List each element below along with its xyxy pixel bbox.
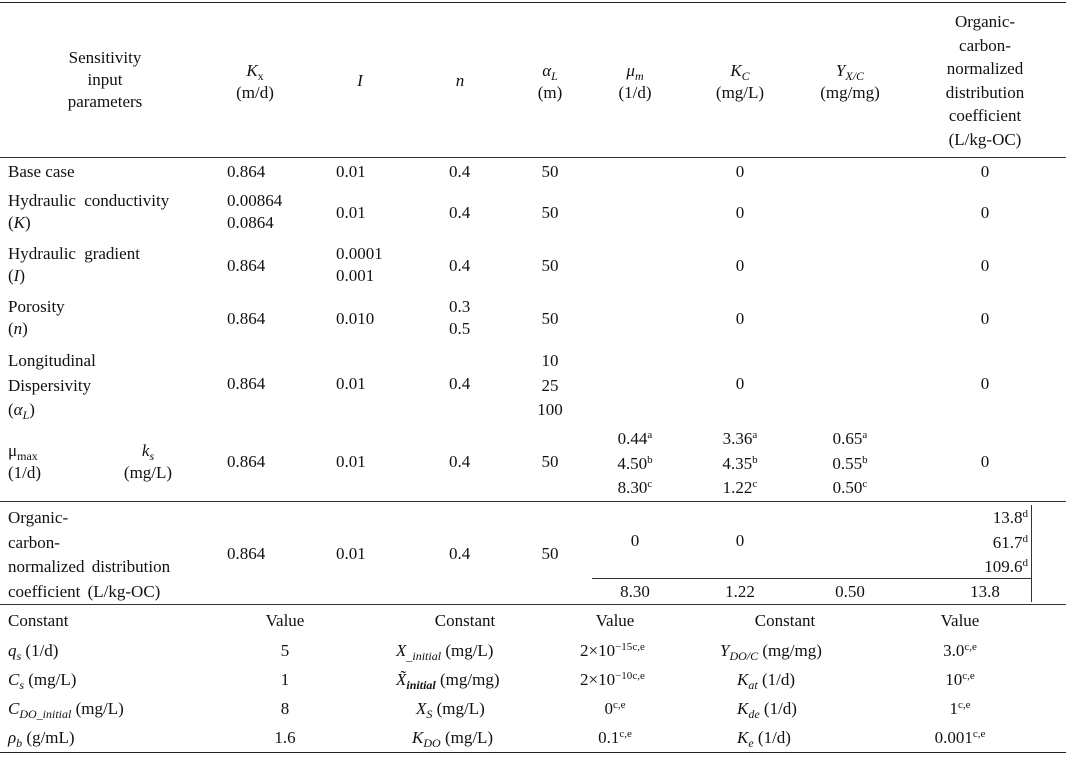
kx-value: 0.864 (227, 162, 266, 181)
header-yxc: $Y_{X/C}$ (mg/mg) (820, 61, 880, 102)
constant-rho-b: $\rho_b$ (g/mL) (8, 728, 75, 750)
alpha-value: 50 (541, 162, 559, 181)
final-kc: 1.22 (725, 582, 755, 601)
kx-value: 0.864 (227, 544, 266, 563)
header-kx: $K_x$ (m/d) (236, 61, 274, 102)
i-value: 0.01 (336, 544, 366, 563)
constant-header-3: Constant (754, 611, 816, 630)
n-value: 0.4 (449, 203, 471, 222)
final-mu-m: 8.30 (620, 582, 650, 601)
kc-value: 0 (735, 203, 745, 222)
kx-value: 0.864 (227, 452, 266, 471)
constant-ydo-c: $Y_{DO/C}$ (mg/mg) (720, 641, 822, 663)
value-header-3: Value (940, 611, 980, 630)
table-bottom-rule (0, 752, 1066, 753)
header-i: I (357, 71, 363, 90)
yxc-values: 0.65$^a$ 0.55$^b$ 0.50$^c$ (832, 429, 868, 497)
koc-value: 0 (980, 256, 990, 275)
constant-kat: $K_{at}$ (1/d) (737, 670, 795, 692)
constant-x-initial: $X_{\_initial}$ (mg/L) (396, 641, 494, 663)
n-value: 0.4 (449, 162, 471, 181)
value-x-initial: $2\times 10^{-15c,e}$ (580, 641, 645, 660)
row-label: Base case (8, 162, 75, 181)
alpha-value: 50 (541, 544, 559, 563)
constant-cs: $C_s$ (mg/L) (8, 670, 77, 692)
constant-kdo: $K_{DO}$ (mg/L) (412, 728, 494, 750)
value-x-tilde-initial: $2\times 10^{-10c,e}$ (580, 670, 645, 689)
koc-value: 0 (980, 309, 990, 328)
constant-header-2: Constant (434, 611, 496, 630)
header-mu-m: $\mu_m$ (1/d) (618, 61, 652, 102)
alpha-value: 10 25 100 (537, 351, 563, 419)
constants-top-rule (0, 604, 1066, 605)
kc-value: 0 (735, 162, 745, 181)
constant-kde: $K_{de}$ (1/d) (737, 699, 797, 721)
kx-value: 0.864 (227, 256, 266, 275)
value-kde: 1$^{c,e}$ (949, 699, 971, 718)
kc-value: 0 (735, 374, 745, 393)
value-rho-b: 1.6 (274, 728, 296, 747)
kc-value: 0 (735, 531, 745, 550)
kx-value: 0.00864 0.0864 (227, 191, 283, 232)
kc-values: 3.36$^a$ 4.35$^b$ 1.22$^c$ (722, 429, 758, 497)
value-cs: 1 (280, 670, 290, 689)
value-header-2: Value (595, 611, 635, 630)
constant-header-1: Constant (8, 611, 69, 630)
ks-label: $k_s$ (mg/L) (123, 441, 173, 482)
koc-column-divider (1031, 505, 1032, 602)
header-kc: $K_C$ (mg/L) (715, 61, 765, 102)
i-value: 0.01 (336, 374, 366, 393)
n-value: 0.4 (449, 452, 471, 471)
final-yxc: 0.50 (835, 582, 865, 601)
header-param: Sensitivity input parameters (67, 48, 143, 111)
row-label: Hydraulic conductivity (K) (8, 191, 170, 232)
constant-qs: $q_s$ (1/d) (8, 641, 59, 663)
constant-cdo-initial: $C_{DO\_initial}$ (mg/L) (8, 699, 124, 721)
i-value: 0.01 (336, 203, 366, 222)
alpha-value: 50 (541, 309, 559, 328)
row-label: Longitudinal Dispersivity $(\alpha_L)$ (8, 351, 96, 422)
n-value: 0.4 (449, 374, 471, 393)
koc-value: 0 (980, 162, 990, 181)
i-value: 0.01 (336, 162, 366, 181)
value-cdo-initial: 8 (280, 699, 290, 718)
value-kat: 10$^{c,e}$ (945, 670, 975, 689)
table-top-rule (0, 2, 1066, 3)
mu-max-label: $\mu_{max}$ (1/d) (8, 441, 42, 482)
header-n: n (455, 71, 465, 90)
i-value: 0.010 (336, 309, 375, 328)
i-value: 0.01 (336, 452, 366, 471)
koc-value: 0 (980, 452, 990, 471)
kc-value: 0 (735, 256, 745, 275)
mu-m-value: 0 (630, 531, 640, 550)
value-kdo: 0.1$^{c,e}$ (598, 728, 632, 747)
value-xs: 0$^{c,e}$ (604, 699, 626, 718)
constant-x-tilde-initial: $X̃_{initial}$ (mg/mg) (396, 670, 500, 692)
header-bottom-rule (0, 157, 1066, 158)
koc-values: 13.8$^d$ 61.7$^d$ 109.6$^d$ (984, 508, 1028, 576)
kx-value: 0.864 (227, 374, 266, 393)
section-rule (0, 501, 1066, 502)
alpha-value: 50 (541, 256, 559, 275)
value-ydo-c: 3.0$^{c,e}$ (943, 641, 977, 660)
constant-ke: $K_e$ (1/d) (737, 728, 791, 750)
alpha-value: 50 (541, 452, 559, 471)
value-ke: 0.001$^{c,e}$ (934, 728, 986, 747)
header-koc: Organic- carbon- normalized distribution coefficient (L/kg-OC) (945, 12, 1025, 149)
row-label: Hydraulic gradient (I) (8, 244, 140, 285)
row-label: Organic- carbon- normalized distribution coefficient (L/kg-OC) (8, 508, 171, 601)
value-qs: 5 (280, 641, 290, 660)
n-value: 0.4 (449, 256, 471, 275)
koc-value: 0 (980, 203, 990, 222)
kx-value: 0.864 (227, 309, 266, 328)
n-value: 0.4 (449, 544, 471, 563)
row-label: Porosity (n) (8, 297, 65, 338)
alpha-value: 50 (541, 203, 559, 222)
mu-m-values: 0.44$^a$ 4.50$^b$ 8.30$^c$ (617, 429, 653, 497)
i-value: 0.0001 0.001 (336, 244, 383, 285)
koc-value: 0 (980, 374, 990, 393)
kc-value: 0 (735, 309, 745, 328)
n-value: 0.3 0.5 (449, 297, 471, 338)
constant-xs: $X_S$ (mg/L) (416, 699, 485, 721)
header-alpha-l: $\alpha_L$ (m) (537, 61, 563, 102)
final-koc: 13.8 (970, 582, 1000, 601)
value-header-1: Value (265, 611, 305, 630)
